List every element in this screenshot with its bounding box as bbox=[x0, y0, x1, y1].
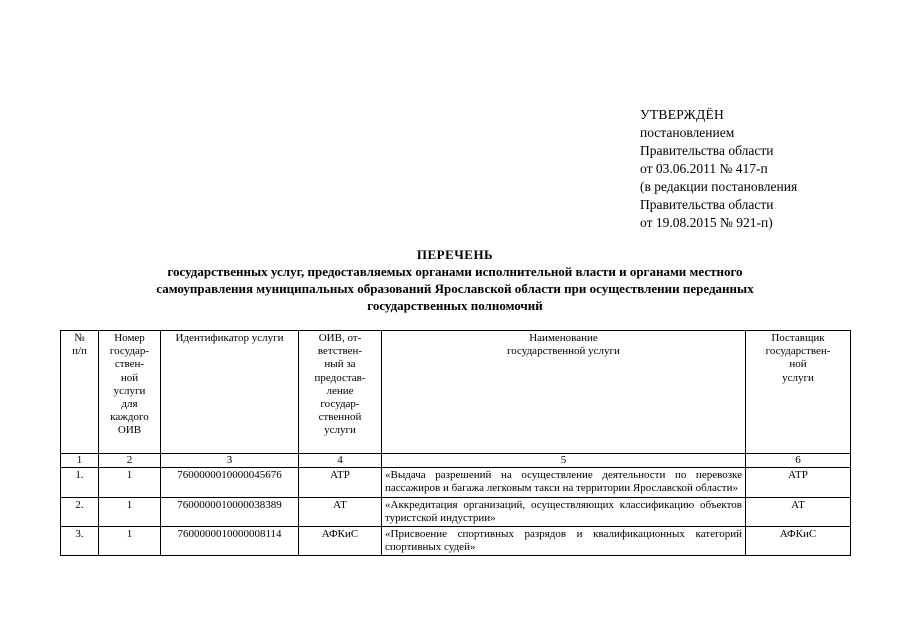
cell-num: 3. bbox=[61, 527, 99, 556]
title-line: государственных полномочий bbox=[367, 298, 543, 313]
header-text: услуги bbox=[113, 384, 146, 397]
column-number: 6 bbox=[746, 454, 851, 468]
header-oiv bbox=[299, 331, 382, 454]
header-text: ление bbox=[326, 384, 354, 397]
cell-name: «Присвоение спортивных разрядов и квалификационных категорий спортивных судей» bbox=[382, 527, 746, 556]
header-text: № bbox=[74, 332, 85, 344]
header-provider bbox=[746, 331, 851, 454]
table-row bbox=[61, 497, 851, 526]
header-service-num bbox=[99, 331, 161, 454]
approval-line: постановлением bbox=[640, 125, 735, 140]
header-text: услуги bbox=[782, 371, 814, 384]
header-text: Поставщик bbox=[771, 332, 825, 344]
header-text: государ- bbox=[320, 398, 360, 411]
cell-identifier: 7600000010000045676 bbox=[161, 468, 299, 497]
header-text: ный за bbox=[324, 358, 356, 371]
header-text: услуги bbox=[324, 424, 356, 437]
header-text: ственной bbox=[318, 411, 362, 424]
header-text: предостав- bbox=[314, 371, 366, 384]
header-text: государ- bbox=[109, 345, 150, 358]
cell-identifier: 7600000010000008114 bbox=[161, 527, 299, 556]
header-text: для bbox=[121, 398, 138, 411]
column-number: 2 bbox=[99, 454, 161, 468]
column-number: 1 bbox=[61, 454, 99, 468]
approval-line: от 19.08.2015 № 921-п) bbox=[640, 215, 773, 230]
header-text: ОИВ bbox=[117, 424, 142, 437]
header-text: Номер bbox=[114, 332, 145, 344]
cell-oiv: АТР bbox=[299, 468, 382, 497]
header-text: ОИВ, от- bbox=[318, 332, 362, 344]
document-title bbox=[60, 246, 850, 314]
header-text: государствен- bbox=[765, 345, 831, 358]
header-text: ветствен- bbox=[317, 345, 363, 358]
table-header-row bbox=[61, 331, 851, 454]
cell-provider: АТР bbox=[746, 468, 851, 497]
cell-name: «Аккредитация организаций, осуществляющих классификацию объектов туристской индустрии» bbox=[382, 497, 746, 526]
cell-identifier: 7600000010000038389 bbox=[161, 497, 299, 526]
column-number: 3 bbox=[161, 454, 299, 468]
cell-service-num: 1 bbox=[99, 468, 161, 497]
cell-service-num: 1 bbox=[99, 497, 161, 526]
cell-num: 2. bbox=[61, 497, 99, 526]
services-table bbox=[60, 330, 851, 556]
header-text: государственной услуги bbox=[507, 345, 620, 358]
approval-line: УТВЕРЖДЁН bbox=[640, 107, 725, 122]
cell-num: 1. bbox=[61, 468, 99, 497]
cell-name: «Выдача разрешений на осуществление деятельности по перевозке пассажиров и багажа легковым такси на территории Ярославской области» bbox=[382, 468, 746, 497]
header-identifier: Идентификатор услуги bbox=[161, 331, 299, 454]
header-num bbox=[61, 331, 99, 454]
column-number: 5 bbox=[382, 454, 746, 468]
approval-line: от 03.06.2011 № 417-п bbox=[640, 161, 768, 176]
header-text: ствен- bbox=[114, 358, 145, 371]
title-line: государственных услуг, предоставляемых органами исполнительной власти и органами местного bbox=[167, 264, 743, 279]
header-text: ной bbox=[789, 358, 807, 371]
approval-line: Правительства области bbox=[640, 197, 774, 212]
cell-provider: АТ bbox=[746, 497, 851, 526]
header-text: каждого bbox=[110, 411, 149, 424]
header-text: ной bbox=[120, 371, 139, 384]
cell-provider: АФКиС bbox=[746, 527, 851, 556]
approval-line: Правительства области bbox=[640, 143, 774, 158]
header-name bbox=[382, 331, 746, 454]
approval-line: (в редакции постановления bbox=[640, 179, 798, 194]
cell-oiv: АТ bbox=[299, 497, 382, 526]
approval-stamp bbox=[640, 106, 797, 232]
column-number: 4 bbox=[299, 454, 382, 468]
cell-oiv: АФКиС bbox=[299, 527, 382, 556]
title-line: самоуправления муниципальных образований Ярославской области при осуществлении переданных bbox=[156, 281, 754, 296]
title-main: ПЕРЕЧЕНЬ bbox=[416, 247, 494, 262]
column-numbering-row bbox=[61, 454, 851, 468]
cell-service-num: 1 bbox=[99, 527, 161, 556]
table-row bbox=[61, 527, 851, 556]
table-row bbox=[61, 468, 851, 497]
header-text: п/п bbox=[72, 345, 87, 358]
header-text: Наименование bbox=[529, 332, 598, 344]
